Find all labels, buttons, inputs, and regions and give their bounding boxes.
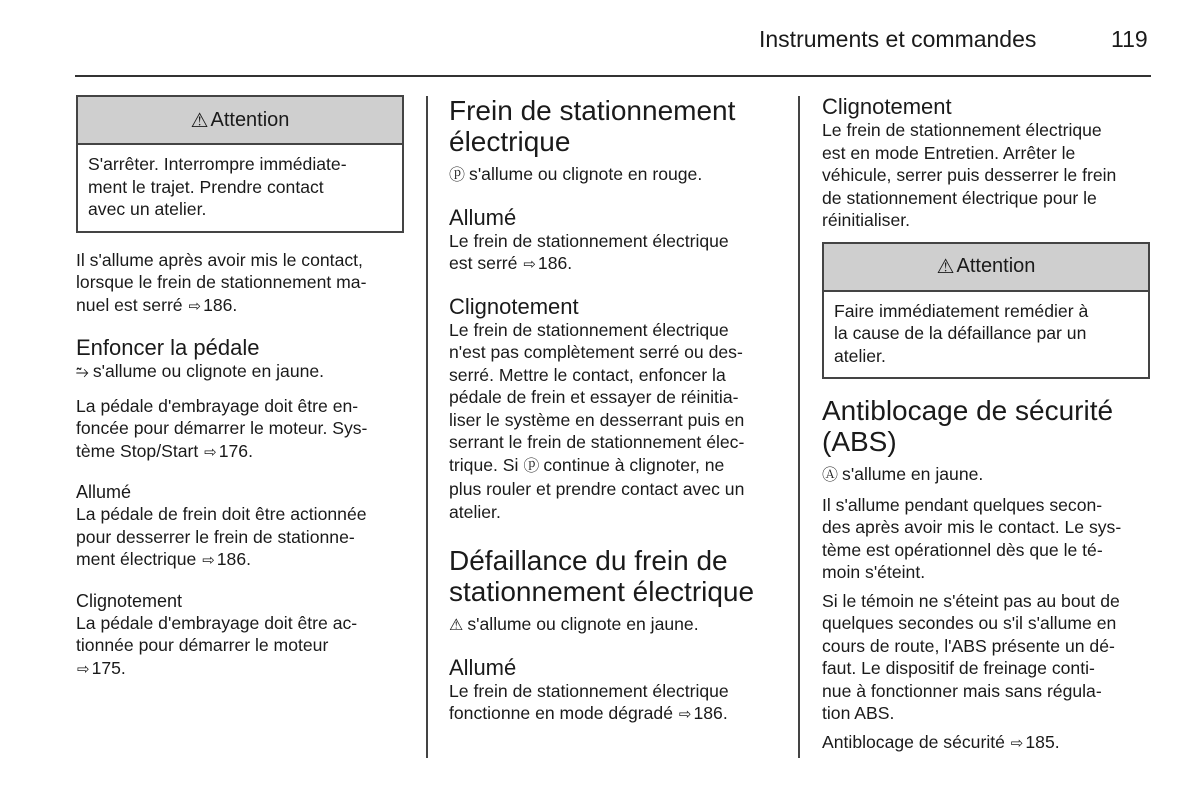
- body-line: nue à fonctionner mais sans régula-: [822, 680, 1102, 701]
- subheading-on: Allumé: [76, 482, 132, 502]
- page-ref[interactable]: 185.: [1025, 731, 1060, 752]
- body-line: est en mode Entretien. Arrêter le: [822, 142, 1076, 163]
- body-line: atelier.: [449, 501, 501, 522]
- body-line: La pédale de frein doit être actionnée: [76, 504, 367, 524]
- page-ref[interactable]: 186.: [537, 253, 573, 273]
- warning-triangle-icon: ⚠: [936, 256, 955, 278]
- body-line: pédale de frein et essayer de réinitia-: [449, 387, 739, 407]
- subheading-on: Allumé: [449, 204, 517, 230]
- brake-fault-icon: ⚠: [449, 617, 464, 634]
- body-line: [76, 657, 404, 682]
- body-line: n'est pas complètement serré ou des-: [449, 342, 743, 362]
- parking-brake-icon: ⓟ: [523, 457, 540, 475]
- page-number: 119: [1111, 26, 1148, 52]
- symbol-line: ⚠ s'allume ou clignote en jaune.: [449, 614, 699, 634]
- warning-triangle-icon: ⚠: [190, 109, 209, 132]
- body-line: moin s'éteint.: [822, 562, 926, 582]
- body-line: des après avoir mis le contact. Le sys-: [822, 517, 1122, 537]
- body-line: Le frein de stationnement électrique: [822, 120, 1102, 140]
- warning-box: [822, 242, 1150, 380]
- body-line: fonctionne en mode dégradé ⇨ 186.: [449, 703, 728, 723]
- body-line: tème est opérationnel dès que le té-: [822, 539, 1103, 560]
- body-line: de stationnement électrique pour le: [822, 187, 1097, 208]
- symbol-line: ⥲ s'allume ou clignote en jaune.: [76, 361, 325, 381]
- section-heading: Frein de stationnement électrique: [449, 95, 736, 157]
- warning-line: S'arrêter. Interrompre immédiate-: [88, 154, 347, 174]
- body-line: tème Stop/Start ⇨ 176.: [76, 440, 253, 461]
- abs-warning-icon: Ⓐ: [822, 467, 839, 484]
- body-line: Si le témoin ne s'éteint pas au bout de: [822, 590, 1120, 611]
- page-ref-arrow-icon: ⇨: [1010, 734, 1024, 752]
- warning-box-header: [824, 244, 1148, 292]
- body-line: Le frein de stationnement électrique: [449, 680, 729, 701]
- warning-box: [76, 95, 404, 233]
- symbol-line: Ⓐ s'allume en jaune.: [822, 464, 984, 484]
- warning-line: avec un atelier.: [88, 199, 207, 219]
- clutch-pedal-icon: ⥲: [76, 364, 89, 381]
- body-line: Le frein de stationnement électrique: [449, 230, 729, 251]
- page-ref-arrow-icon: ⇨: [678, 706, 692, 723]
- warning-label: Attention: [210, 108, 290, 131]
- subheading-blink: Clignotement: [449, 293, 579, 319]
- page-ref[interactable]: 186.: [203, 294, 238, 315]
- body-line: serré. Mettre le contact, enfoncer la: [449, 364, 726, 385]
- body-line: véhicule, serrer puis desserrer le frein: [822, 165, 1117, 185]
- body-line: tionnée pour démarrer le moteur: [76, 635, 329, 655]
- body-line: plus rouler et prendre contact avec un: [449, 479, 745, 499]
- body-line: ment électrique ⇨ 186.: [76, 549, 252, 569]
- body-line: foncée pour démarrer le moteur. Sys-: [76, 418, 368, 438]
- warning-line: la cause de la défaillance par un: [834, 323, 1087, 343]
- body-line: cours de route, l'ABS présente un dé-: [822, 635, 1115, 656]
- page-ref-arrow-icon: ⇨: [202, 552, 215, 569]
- body-line: Il s'allume pendant quelques secon-: [822, 494, 1103, 515]
- body-line: lorsque le frein de stationnement ma-: [76, 272, 367, 292]
- subheading-blink: Clignotement: [822, 94, 952, 119]
- symbol-line: ⓟ s'allume ou clignote en rouge.: [449, 164, 703, 184]
- body-line: trique. Si ⓟ continue à clignoter, ne: [449, 454, 725, 475]
- column-divider-left: [426, 96, 428, 758]
- body-line: nuel est serré ⇨ 186.: [76, 294, 238, 315]
- body-line: Antiblocage de sécurité ⇨ 185.: [822, 731, 1060, 752]
- page-ref[interactable]: 186.: [693, 703, 728, 723]
- warning-label: Attention: [956, 255, 1036, 277]
- section-heading: Défaillance du frein de stationnement électrique: [449, 545, 755, 607]
- column-divider-right: [798, 96, 800, 758]
- section-heading: Enfoncer la pédale: [76, 335, 260, 360]
- column-2: [449, 95, 779, 733]
- body-line: pour desserrer le frein de stationne-: [76, 526, 355, 547]
- running-header-title: Instruments et commandes: [759, 26, 1037, 52]
- body-line: La pédale d'embrayage doit être ac-: [76, 612, 358, 633]
- subheading-blink: Clignotement: [76, 590, 183, 611]
- warning-line: Faire immédiatement remédier à: [834, 300, 1089, 321]
- parking-brake-icon: ⓟ: [449, 167, 466, 184]
- warning-box-body: [824, 292, 1148, 378]
- body-line: liser le système en desserrant puis en: [449, 409, 745, 430]
- subheading-on: Allumé: [449, 654, 517, 680]
- body-line: faut. Le dispositif de freinage conti-: [822, 658, 1095, 678]
- body-line: est serré ⇨ 186.: [449, 253, 573, 273]
- column-3: [822, 95, 1150, 761]
- page-ref-arrow-icon: ⇨: [188, 297, 202, 315]
- page-ref[interactable]: 175.: [91, 657, 126, 678]
- body-line: Il s'allume après avoir mis le contact,: [76, 249, 363, 270]
- page-ref[interactable]: 176.: [218, 440, 253, 461]
- column-1: [76, 95, 404, 687]
- body-line: La pédale d'embrayage doit être en-: [76, 395, 359, 416]
- warning-box-header: [78, 97, 402, 145]
- warning-line: atelier.: [834, 345, 886, 366]
- body-line: Le frein de stationnement électrique: [449, 319, 729, 340]
- body-line: serrant le frein de stationnement élec-: [449, 432, 745, 452]
- body-line: quelques secondes ou s'il s'allume en: [822, 613, 1117, 633]
- warning-box-body: [78, 145, 402, 231]
- warning-line: ment le trajet. Prendre contact: [88, 176, 324, 197]
- page-ref[interactable]: 186.: [216, 549, 252, 569]
- section-heading: Antiblocage de sécurité (ABS): [822, 395, 1114, 457]
- page-ref-arrow-icon: ⇨: [523, 256, 536, 273]
- page-ref-arrow-icon: ⇨: [204, 443, 217, 461]
- body-line: réinitialiser.: [822, 210, 911, 230]
- body-line: tion ABS.: [822, 703, 895, 723]
- page-ref-arrow-icon: ⇨: [77, 660, 90, 678]
- header-rule: [75, 75, 1151, 77]
